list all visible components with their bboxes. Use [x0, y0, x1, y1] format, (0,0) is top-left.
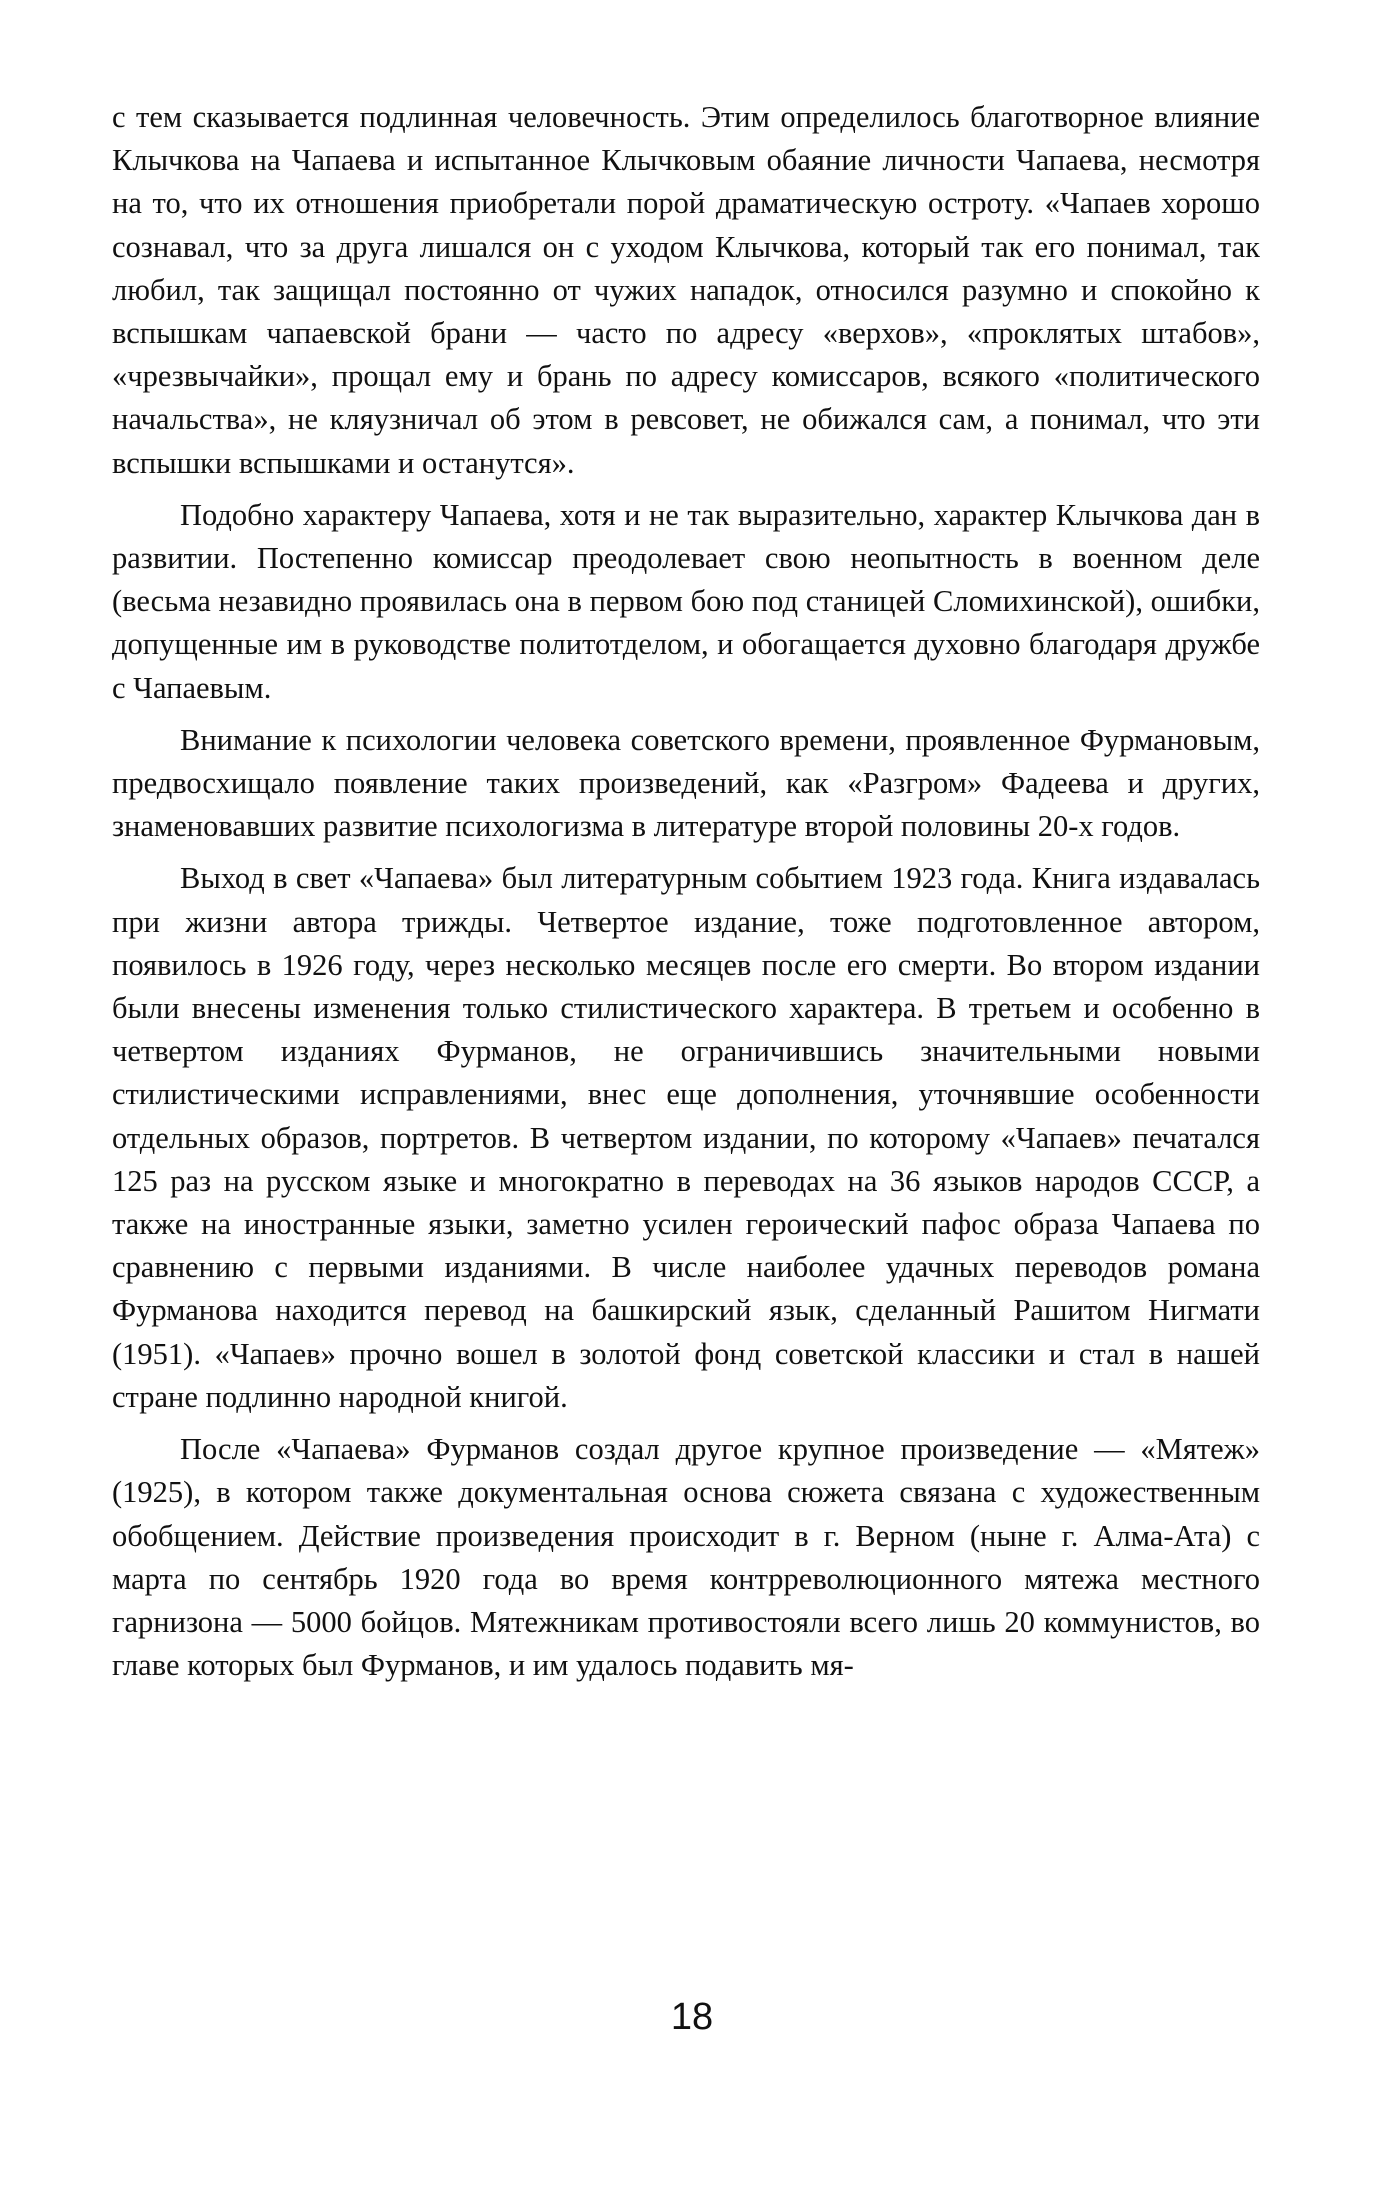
paragraph-4: Выход в свет «Чапаева» был литературным событием 1923 года. Книга издавалась при жизни автора трижды. Четвертое издание, тоже подготовленное автором, появилось в 1926 году, через несколько месяцев после его смерти. Во втором издании были внесены изменения только стилистического характера. В третьем и особенно в четвертом изданиях Фурманов, не ограничившись значительными новыми стилистическими исправлениями, внес еще дополнения, уточнявшие особенности отдельных образов, портретов. В четвертом издании, по которому «Чапаев» печатался 125 раз на русском языке и многократно в переводах на 36 языков народов СССР, а также на иностранные языки, заметно усилен героический пафос образа Чапаева по сравнению с первыми изданиями. В числе наиболее удачных переводов романа Фурманова находится перевод на башкирский язык, сделанный Рашитом Нигмати (1951). «Чапаев» прочно вошел в золотой фонд советской классики и стал в нашей стране подлинно народной книгой.	[112, 861, 1260, 1414]
paragraph-1: с тем сказывается подлинная человечность. Этим определилось благотворное влияние Клычкова на Чапаева и испытанное Клычковым обаяние личности Чапаева, несмотря на то, что их отношения приобретали порой драматическую остроту. «Чапаев хорошо сознавал, что за друга лишался он с уходом Клычкова, который так его понимал, так любил, так защищал постоянно от чужих нападок, относился разумно и спокойно к вспышкам чапаевской брани — часто по адресу «верхов», «проклятых штабов», «чрезвычайки», прощал ему и брань по адресу комиссаров, всякого «политического начальства», не кляузничал об этом в ревсовет, не обижался сам, а понимал, что эти вспышки вспышками и останутся».	[112, 100, 1260, 480]
paragraph-5: После «Чапаева» Фурманов создал другое крупное произведение — «Мятеж» (1925), в котором также документальная основа сюжета связана с художественным обобщением. Действие произведения происходит в г. Верном (ныне г. Алма-Ата) с марта по сентябрь 1920 года во время контрреволюционного мятежа местного гарнизона — 5000 бойцов. Мятежникам противостояли всего лишь 20 коммунистов, во главе которых был Фурманов, и им удалось подавить мя-	[112, 1432, 1260, 1683]
paragraph-2: Подобно характеру Чапаева, хотя и не так выразительно, характер Клычкова дан в развитии. Постепенно комиссар преодолевает свою неопытность в военном деле (весьма незавидно проявилась она в первом бою под станицей Сломихинской), ошибки, допущенные им в руководстве политотделом, и обогащается духовно благодаря дружбе с Чапаевым.	[112, 497, 1260, 705]
page-text-block	[112, 96, 1260, 1687]
paragraph-3: Внимание к психологии человека советского времени, проявленное Фурмановым, предвосхищало появление таких произведений, как «Разгром» Фадеева и других, знаменовавших развитие психологизма в литературе второй половины 20-х годов.	[112, 722, 1260, 844]
page-number: 18	[670, 1996, 714, 2038]
